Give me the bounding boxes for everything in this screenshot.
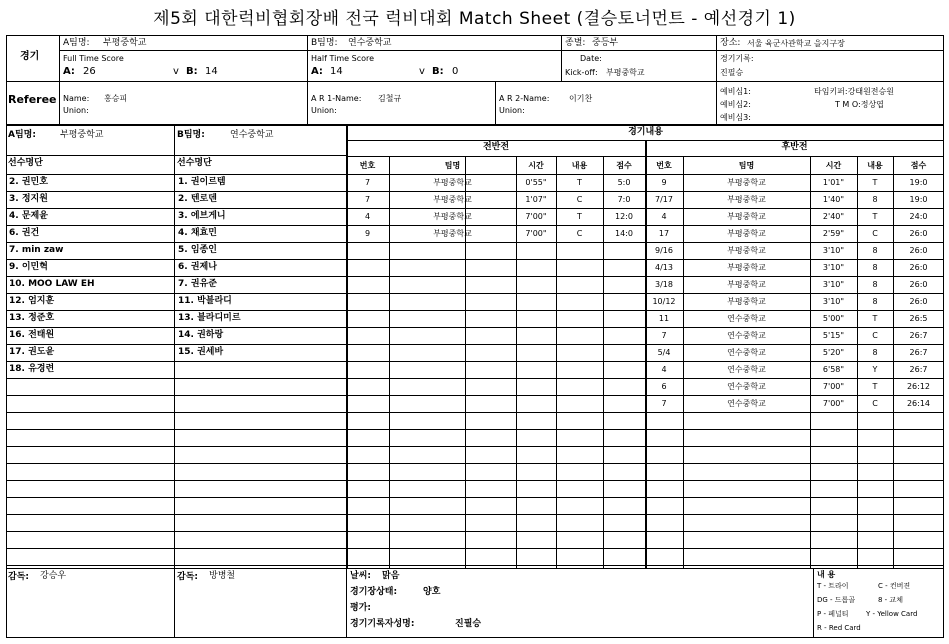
- game-label: 경기: [20, 51, 40, 62]
- second-half-event-no: 4: [661, 365, 667, 374]
- field-condition: 양호: [423, 587, 441, 597]
- recorder-label: 경기기록자성명:: [350, 619, 415, 629]
- ft-a-score: 26: [83, 66, 96, 77]
- second-half-event-team: 부평중학교: [727, 246, 766, 255]
- second-half-event-team: 연수중학교: [727, 331, 766, 340]
- second-half-event-team: 연수중학교: [727, 314, 766, 323]
- second-half-event-no: 9/16: [655, 246, 673, 255]
- team-b-player: 5. 임종인: [178, 245, 217, 255]
- second-half-event-type: 8: [872, 195, 878, 204]
- second-half-col-time-header: 시간: [825, 161, 842, 170]
- coach-b-label: 감독:: [177, 572, 198, 582]
- team-a-player: 7. min zaw: [9, 245, 64, 255]
- second-half-event-time: 7'00": [822, 399, 845, 408]
- second-half-event-score: 26:7: [909, 348, 928, 357]
- second-half-event-no: 6: [661, 382, 667, 391]
- second-half-event-score: 19:0: [909, 195, 928, 204]
- team-b-roster-name: 연수중학교: [230, 130, 274, 140]
- second-half-event-time: 3'10": [822, 246, 845, 255]
- second-half-event-team: 연수중학교: [727, 348, 766, 357]
- team-a-player: 13. 정준호: [9, 313, 55, 323]
- weather-label: 날씨:: [350, 571, 371, 581]
- second-half-event-type: C: [872, 229, 878, 238]
- ar2-label: A R 2-Name:: [499, 94, 550, 103]
- second-half-event-type: 8: [872, 263, 878, 272]
- second-half-event-score: 26:0: [909, 263, 928, 272]
- record-label: 경기기록:: [720, 54, 754, 63]
- second-half-event-type: T: [872, 314, 878, 323]
- team-b-player: 1. 권이르템: [178, 177, 226, 187]
- recorder-name: 진필승: [455, 619, 482, 629]
- first-half-col-no-header: 번호: [359, 161, 376, 170]
- ar1-name: 김철규: [378, 94, 402, 103]
- team-b-player: 13. 블라디미르: [178, 313, 241, 323]
- ht-b-label: B:: [432, 66, 444, 77]
- second-half-event-score: 26:5: [909, 314, 928, 323]
- second-half-event-no: 11: [658, 314, 670, 323]
- first-half-event-score: 12:0: [615, 212, 633, 221]
- second-half-event-team: 부평중학교: [727, 178, 766, 187]
- first-half-event-type: C: [576, 195, 583, 204]
- team-a-player: 12. 엄지훈: [9, 296, 55, 306]
- second-half-event-time: 3'10": [822, 297, 845, 306]
- second-half-event-type: Y: [872, 365, 878, 374]
- second-half-event-no: 10/12: [652, 297, 676, 306]
- team-b-player: 6. 권제나: [178, 262, 217, 272]
- referee-name: 홍승피: [104, 94, 128, 103]
- team-b-player: 14. 권하랑: [178, 330, 224, 340]
- second-half-event-score: 26:7: [909, 331, 928, 340]
- first-half-event-type: C: [576, 229, 583, 238]
- second-half-event-time: 6'58": [822, 365, 845, 374]
- second-half-event-score: 26:0: [909, 297, 928, 306]
- date-label: Date:: [580, 54, 602, 63]
- second-half-event-time: 3'10": [822, 280, 845, 289]
- second-half-event-no: 7: [661, 331, 667, 340]
- category-label: 종별:: [565, 38, 586, 48]
- second-half-event-team: 연수중학교: [727, 382, 766, 391]
- second-half-event-type: 8: [872, 348, 878, 357]
- first-half-event-type: T: [577, 178, 582, 187]
- second-half-event-type: C: [872, 331, 878, 340]
- tmo: T M O:정상엽: [835, 100, 884, 109]
- legend-penalty: P - 페널티: [817, 610, 849, 618]
- reserve-1: 예비심1:: [720, 87, 751, 96]
- reserve-2: 예비심2:: [720, 100, 751, 109]
- record-name: 진필승: [720, 68, 744, 77]
- ft-b-score: 14: [205, 66, 218, 77]
- team-a-player: 16. 전태원: [9, 330, 55, 340]
- referee-union: Union:: [63, 106, 89, 115]
- legend-substitution: 8 - 교체: [878, 596, 903, 604]
- team-a-roster-label: A팀명:: [8, 130, 36, 140]
- second-half-event-time: 1'01": [822, 178, 845, 187]
- team-b-player: 15. 권세바: [178, 347, 224, 357]
- second-half-event-time: 2'59": [822, 229, 845, 238]
- first-half-event-score: 5:0: [617, 178, 631, 187]
- category: 중등부: [592, 38, 619, 48]
- team-b-name: 연수중학교: [348, 38, 392, 48]
- second-half-event-team: 연수중학교: [727, 365, 766, 374]
- second-half-event-score: 24:0: [909, 212, 928, 221]
- coach-a-name: 강승우: [40, 571, 67, 581]
- coach-b-name: 방병철: [209, 571, 236, 581]
- second-half-event-no: 3/18: [655, 280, 673, 289]
- first-half-col-type-header: 내용: [571, 161, 588, 170]
- second-half-event-team: 부평중학교: [727, 263, 766, 272]
- first-half-event-time: 7'00": [525, 229, 547, 238]
- second-half-event-type: 8: [872, 280, 878, 289]
- team-b-player: 4. 채효민: [178, 228, 217, 238]
- ft-vs: v: [173, 66, 179, 77]
- ht-a-label: A:: [311, 66, 323, 77]
- second-half-event-type: 8: [872, 246, 878, 255]
- second-half-event-no: 5/4: [657, 348, 671, 357]
- first-half-col-score-header: 점수: [616, 161, 632, 170]
- first-half-event-no: 4: [364, 212, 371, 221]
- players-header-a: 선수명단: [8, 158, 43, 168]
- players-header-b: 선수명단: [177, 158, 212, 168]
- second-half-event-score: 26:7: [909, 365, 928, 374]
- legend-yellow-card: Y - Yellow Card: [866, 610, 918, 618]
- first-half-event-time: 1'07": [525, 195, 547, 204]
- team-a-player: 2. 권민호: [9, 177, 48, 187]
- ht-a-score: 14: [330, 66, 343, 77]
- first-half-event-no: 7: [364, 178, 371, 187]
- team-a-player: 9. 이민혁: [9, 262, 48, 272]
- first-half-event-team: 부평중학교: [433, 195, 472, 204]
- coach-a-label: 감독:: [8, 572, 29, 582]
- team-b-roster-label: B팀명:: [177, 130, 205, 140]
- ar2-union: Union:: [499, 106, 525, 115]
- team-a-player: 3. 정지원: [9, 194, 48, 204]
- weather: 맑음: [382, 571, 400, 581]
- ht-b-score: 0: [452, 66, 459, 77]
- ft-a-label: A:: [63, 66, 75, 77]
- second-half-event-team: 부평중학교: [727, 229, 766, 238]
- second-half-event-score: 26:0: [909, 246, 928, 255]
- team-a-player: 18. 유경련: [9, 364, 55, 374]
- ar1-union: Union:: [311, 106, 337, 115]
- second-half-event-no: 4: [661, 212, 667, 221]
- second-half-event-time: 7'00": [822, 382, 845, 391]
- field-label: 경기장상태:: [350, 587, 398, 597]
- page-title: 제5회 대한럭비협회장배 전국 럭비대회 Match Sheet (결승토너먼트 - 예선경기 1): [153, 9, 796, 29]
- second-half-event-type: T: [872, 382, 878, 391]
- referee-name-label: Name:: [63, 94, 90, 103]
- reserve-3: 예비심3:: [720, 113, 751, 122]
- evaluation-label: 평가:: [350, 603, 371, 613]
- second-half-event-team: 연수중학교: [727, 399, 766, 408]
- second-half-event-team: 부평중학교: [727, 212, 766, 221]
- first-half-event-time: 0'55": [525, 178, 547, 187]
- second-half-event-team: 부평중학교: [727, 297, 766, 306]
- venue: 서울 육군사관학교 을지구장: [747, 39, 845, 48]
- first-half-event-team: 부평중학교: [433, 178, 472, 187]
- second-half-event-no: 7/17: [655, 195, 673, 204]
- referee-box: [6, 81, 944, 125]
- second-half-event-time: 5'15": [822, 331, 845, 340]
- team-a-roster-name: 부평중학교: [60, 130, 104, 140]
- second-half-col-score-header: 점수: [910, 161, 927, 170]
- second-half-col-no-header: 번호: [656, 161, 672, 170]
- team-a-player: 10. MOO LAW EH: [9, 279, 95, 289]
- second-half-event-time: 5'20": [822, 348, 845, 357]
- second-half-col-team-header: 팀명: [738, 161, 755, 170]
- second-half-event-team: 부평중학교: [727, 195, 766, 204]
- legend-title: 내 용: [817, 570, 836, 579]
- events-title: 경기내용: [628, 127, 663, 137]
- halftime-label: Half Time Score: [311, 54, 375, 63]
- second-half-event-score: 26:12: [906, 382, 931, 391]
- second-half-event-no: 4/13: [655, 263, 673, 272]
- first-half-title: 전반전: [482, 142, 510, 152]
- team-b-player: 7. 권유준: [178, 279, 217, 289]
- first-half-col-time-header: 시간: [528, 161, 544, 170]
- first-half-event-team: 부평중학교: [433, 229, 472, 238]
- first-half-event-score: 14:0: [615, 229, 633, 238]
- second-half-event-no: 9: [661, 178, 667, 187]
- first-half-event-time: 7'00": [525, 212, 547, 221]
- first-half-event-type: T: [577, 212, 582, 221]
- ar1-label: A R 1-Name:: [311, 94, 362, 103]
- second-half-event-score: 26:14: [906, 399, 931, 408]
- team-a-player: 6. 권건: [9, 228, 40, 238]
- ht-vs: v: [419, 66, 425, 77]
- first-half-event-no: 7: [364, 195, 371, 204]
- second-half-event-score: 26:0: [909, 280, 928, 289]
- first-half-event-score: 7:0: [617, 195, 631, 204]
- second-half-event-no: 7: [661, 399, 667, 408]
- legend-conversion: C - 컨버젼: [878, 582, 911, 590]
- timekeeper: 타임키퍼:강태원전승원: [814, 87, 894, 96]
- legend-red-card: R - Red Card: [817, 624, 861, 632]
- referee-label: Referee: [8, 93, 57, 106]
- team-a-player: 4. 문제윤: [9, 211, 48, 221]
- legend-dropgoal: DG - 드롭골: [817, 596, 856, 604]
- first-half-col-team-header: 팀명: [444, 161, 461, 170]
- second-half-title: 후반전: [781, 142, 808, 152]
- second-half-event-no: 17: [658, 229, 670, 238]
- ar2-name: 이기찬: [569, 94, 593, 103]
- first-half-event-no: 9: [364, 229, 371, 238]
- second-half-event-type: T: [872, 178, 878, 187]
- fulltime-label: Full Time Score: [63, 54, 124, 63]
- ft-b-label: B:: [186, 66, 198, 77]
- second-half-event-time: 1'40": [822, 195, 845, 204]
- venue-label: 장소:: [720, 38, 741, 48]
- second-half-event-score: 26:0: [909, 229, 928, 238]
- team-a-label: A팀명:: [63, 38, 90, 48]
- legend-try: T - 트라이: [817, 582, 849, 590]
- first-half-event-team: 부평중학교: [433, 212, 472, 221]
- team-a-name: 부평중학교: [103, 38, 147, 48]
- team-b-player: 11. 박블라디: [178, 296, 232, 306]
- kickoff-team: 부평중학교: [606, 68, 645, 77]
- second-half-event-score: 19:0: [909, 178, 928, 187]
- team-b-player: 3. 에브게니: [178, 211, 226, 221]
- second-half-event-team: 부평중학교: [727, 280, 766, 289]
- team-b-player: 2. 텐로덴: [178, 194, 217, 204]
- team-b-label: B팀명:: [311, 38, 338, 48]
- second-half-event-type: C: [872, 399, 878, 408]
- second-half-event-type: T: [872, 212, 878, 221]
- second-half-event-type: 8: [872, 297, 878, 306]
- second-half-event-time: 5'00": [822, 314, 845, 323]
- second-half-event-time: 3'10": [822, 263, 845, 272]
- kickoff-label: Kick-off:: [565, 68, 598, 77]
- team-a-player: 17. 권도윤: [9, 347, 55, 357]
- second-half-col-type-header: 내용: [867, 161, 883, 170]
- second-half-event-time: 2'40": [822, 212, 845, 221]
